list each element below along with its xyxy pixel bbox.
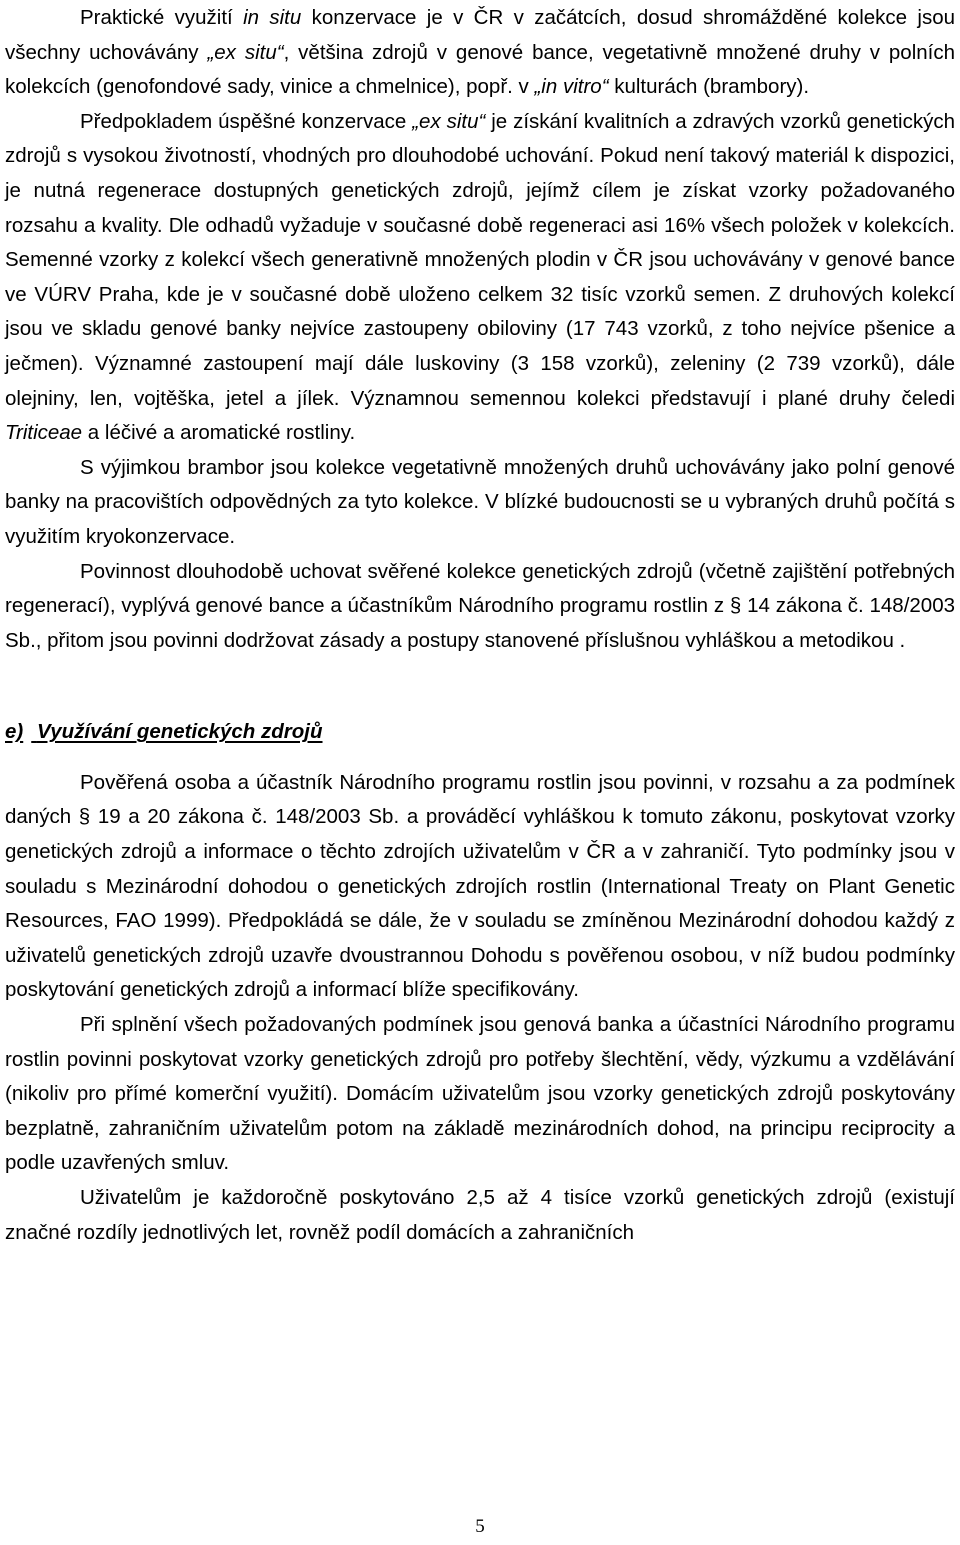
text-run: Předpokladem úspěšné konzervace — [80, 109, 413, 133]
italic-term: „in vitro“ — [534, 75, 609, 99]
italic-term: „ex situ“ — [412, 109, 486, 133]
section-heading — [5, 715, 955, 750]
body-text-after-section — [5, 766, 955, 1250]
document-page — [5, 0, 955, 1250]
body-text-before-section — [5, 1, 955, 658]
italic-term: Triticeae — [5, 421, 83, 445]
paragraph — [5, 1, 955, 105]
text-run: Povinnost dlouhodobě uchovat svěřené kolekce genetických zdrojů (včetně zajištění potřebných regenerací), vyplývá genové bance a účastníkům Národního programu rostlin z § 14 zákona č. 148/2003 Sb., přitom jsou povinni dodržovat zásady a postupy stanovené příslušnou vyhláškou a metodikou . — [5, 559, 955, 652]
paragraph — [5, 555, 955, 659]
text-run: konzervace je v ČR v začátcích, dosud shromážděné kolekce jsou všechny uchovávány — [5, 6, 955, 64]
text-run: , většina zdrojů v genové bance, vegetativně množené druhy v polních kolekcích (genofondové sady, vinice a chmelnice), popř. v — [5, 40, 955, 99]
paragraph — [5, 1181, 955, 1250]
section-label: e) — [5, 720, 24, 744]
paragraph — [5, 766, 955, 1008]
text-run: Praktické využití — [80, 6, 244, 29]
text-run: Při splnění všech požadovaných podmínek jsou genová banka a účastníci Národního programu rostlin povinni poskytovat vzorky genetických zdrojů pro potřeby šlechtění, vědy, výzkumu a vzdělávání (nikoliv pro přímé komerční využití). Domácím uživatelům jsou vzorky genetických zdrojů poskytovány bezplatně, zahraničním uživatelům potom na základě mezinárodních dohod, na principu reciprocity a podle uzavřených smluv. — [5, 1013, 955, 1175]
italic-term: in situ — [243, 6, 302, 29]
text-run: je získání kvalitních a zdravých vzorků genetických zdrojů s vysokou životností, vhodných pro dlouhodobé uchování. Pokud není takový materiál k dispozici, je nutná regenerace dostupných genetických zdrojů, jejímž cílem je získat vzorky požadovaného rozsahu a kvality. Dle odhadů vyžaduje v současné době regeneraci asi 16% všech položek v kolekcích. Semenné vzorky z kolekcí všech generativně množených plodin v ČR jsou uchovávány v genové bance ve VÚRV Praha, kde je v současné době uloženo celkem 32 tisíc vzorků semen. Z druhových kolekcí jsou ve skladu genové banky nejvíce zastoupeny obiloviny (17 743 vzorků, z toho nejvíce pšenice a ječmen). Významné zastoupení mají dále luskoviny (3 158 vzorků), zeleniny (2 739 vzorků), dále olejniny, len, vojtěška, jetel a jílek. Významnou semennou kolekci představují i plané druhy čeledi — [5, 109, 955, 410]
paragraph — [5, 105, 955, 451]
paragraph — [5, 1008, 955, 1181]
text-run: Uživatelům je každoročně poskytováno 2,5 až 4 tisíce vzorků genetických zdrojů (existují značné rozdíly jednotlivých let, rovněž podíl domácích a zahraničních — [5, 1186, 955, 1244]
text-run: kulturách (brambory). — [608, 75, 810, 99]
text-run: a léčivé a aromatické rostliny. — [82, 421, 356, 445]
text-run: S výjimkou brambor jsou kolekce vegetativně množených druhů uchovávány jako polní genové banky na pracovištích odpovědných za tyto kolekce. V blízké budoucnosti se u vybraných druhů počítá s využitím kryokonzervace. — [5, 455, 955, 548]
page-number: 5 — [475, 1516, 485, 1537]
text-run: Pověřená osoba a účastník Národního programu rostlin jsou povinni, v rozsahu a za podmínek daných § 19 a 20 zákona č. 148/2003 Sb. a prováděcí vyhláškou k tomuto zákonu, poskytovat vzorky genetických zdrojů a informace o těchto zdrojích uživatelům v ČR a v zahraničí. Tyto podmínky jsou v souladu s Mezinárodní dohodou o genetických zdrojích rostlin (International Treaty on Plant Genetic Resources, FAO 1999). Předpokládá se dále, že v souladu se zmíněnou Mezinárodní dohodou každý z uživatelů genetických zdrojů uzavře dvoustrannou Dohodu s pověřenou osobou, v níž budou podmínky poskytování genetických zdrojů a informací blíže specifikovány. — [5, 770, 955, 1002]
section-title: Využívání genetických zdrojů — [36, 720, 323, 744]
italic-term: „ex situ“ — [207, 40, 284, 64]
paragraph — [5, 451, 955, 555]
